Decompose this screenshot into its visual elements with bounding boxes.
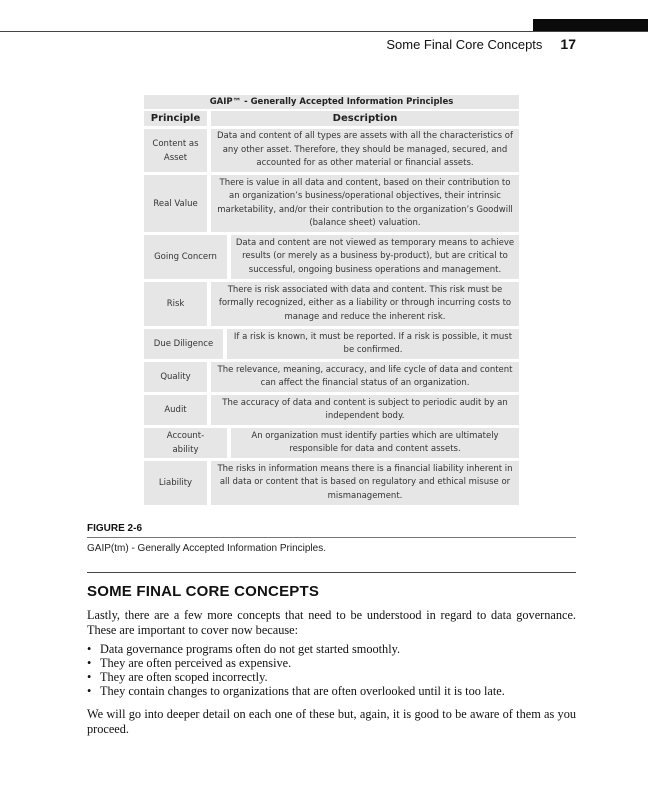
figure-table-title: GAIP™ - Generally Accepted Information Principles	[144, 95, 519, 109]
gaip-figure-table	[144, 95, 519, 508]
table-row	[144, 428, 519, 458]
table-row	[144, 461, 519, 505]
closing-paragraph: We will go into deeper detail on each one of these but, again, it is good to be aware of them as you proceed.	[87, 707, 576, 736]
figure-table-header-row	[144, 111, 519, 126]
principle-cell: Going Concern	[144, 235, 227, 279]
description-cell: Data and content of all types are assets with all the characteristics of any other asset. Therefore, they should be managed, secured, and accounted for as other material or financial assets.	[211, 129, 519, 172]
column-header-description: Description	[211, 111, 519, 126]
bullet-list	[87, 642, 576, 698]
table-row	[144, 395, 519, 425]
intro-paragraph: Lastly, there are a few more concepts that need to be understood in regard to data governance. These are important to cover now because:	[87, 608, 576, 637]
list-item: • Data governance programs often do not get started smoothly.	[87, 642, 576, 656]
principle-cell: Real Value	[144, 175, 207, 232]
description-cell: The risks in information means there is a financial liability inherent in all data or content that is based on regulatory and ethical misuse or mismanagement.	[211, 461, 519, 505]
description-cell: The accuracy of data and content is subject to periodic audit by an independent body.	[211, 395, 519, 425]
list-item: • They are often perceived as expensive.	[87, 656, 576, 670]
header-rule	[0, 31, 648, 32]
principle-cell: Audit	[144, 395, 207, 425]
principle-cell: Liability	[144, 461, 207, 505]
principle-cell: Due Diligence	[144, 329, 223, 359]
principle-cell: Risk	[144, 282, 207, 326]
caption-rule-top	[87, 537, 576, 538]
description-cell: If a risk is known, it must be reported. If a risk is possible, it must be confirmed.	[227, 329, 519, 359]
table-row	[144, 129, 519, 172]
description-cell: There is value in all data and content, based on their contribution to an organization’s business/operational objectives, their intrinsic marketability, and/or their contribution to the organization’s Goodwill (balance sheet) valuation.	[211, 175, 519, 232]
table-row	[144, 282, 519, 326]
running-header-title: Some Final Core Concepts	[386, 37, 543, 52]
table-row	[144, 175, 519, 232]
description-cell: The relevance, meaning, accuracy, and life cycle of data and content can affect the financial status of an organization.	[211, 362, 519, 392]
principle-cell: Quality	[144, 362, 207, 392]
running-header	[350, 36, 576, 52]
description-cell: There is risk associated with data and content. This risk must be formally recognized, either as a liability or through incurring costs to manage and reduce the inherent risk.	[211, 282, 519, 326]
list-item: • They are often scoped incorrectly.	[87, 670, 576, 684]
list-item: • They contain changes to organizations that are often overlooked until it is too late.	[87, 684, 576, 698]
description-cell: An organization must identify parties which are ultimately responsible for data and content assets.	[231, 428, 519, 458]
principle-cell: Account-ability	[144, 428, 227, 458]
table-row	[144, 362, 519, 392]
table-row	[144, 235, 519, 279]
page-number: 17	[560, 36, 576, 52]
table-row	[144, 329, 519, 359]
section-heading: SOME FINAL CORE CONCEPTS	[87, 583, 320, 600]
figure-caption: GAIP(tm) - Generally Accepted Information Principles.	[87, 543, 326, 554]
principle-cell: Content as Asset	[144, 129, 207, 172]
description-cell: Data and content are not viewed as temporary means to achieve results (or merely as a business by-product), but are critical to successful, ongoing business operations and management.	[231, 235, 519, 279]
column-header-principle: Principle	[144, 111, 207, 126]
figure-label: FIGURE 2-6	[87, 523, 143, 534]
caption-rule-bottom	[87, 572, 576, 573]
